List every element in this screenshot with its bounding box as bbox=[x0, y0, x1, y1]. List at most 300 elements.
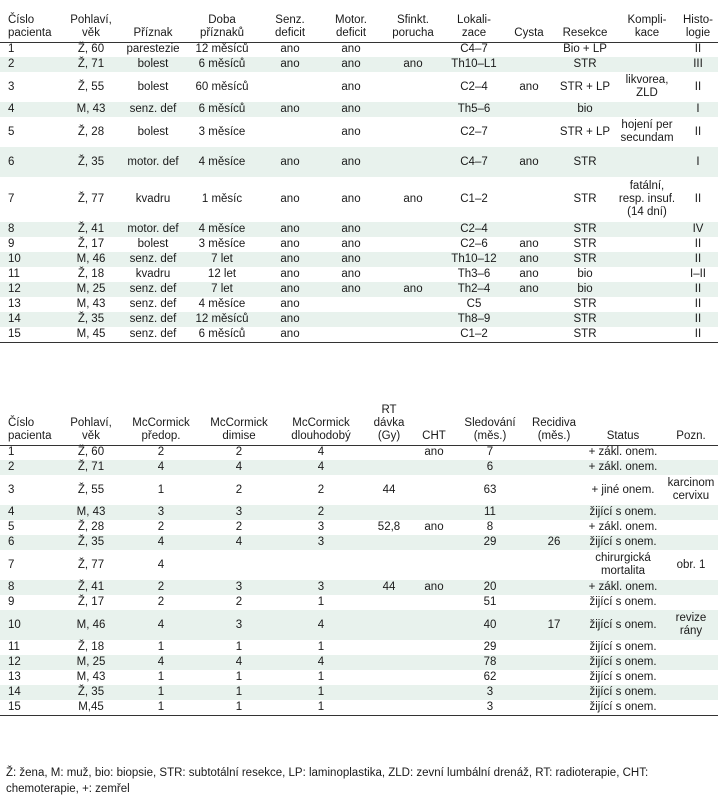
table-row bbox=[0, 327, 718, 342]
table-cell: 4 bbox=[278, 610, 364, 640]
table-cell: karcinom cervixu bbox=[667, 477, 715, 502]
table-cell bbox=[382, 297, 444, 312]
table-cell: M, 25 bbox=[60, 655, 122, 670]
table-cell: Ž, 41 bbox=[60, 222, 122, 237]
table-cell: 2 bbox=[157, 596, 165, 608]
column-header: RT dávka (Gy) bbox=[364, 399, 414, 445]
table-cell: 1 bbox=[157, 483, 165, 496]
table-cell: M,45 bbox=[60, 700, 122, 715]
table-cell: ano bbox=[504, 147, 554, 177]
column-header: Kompli-kace bbox=[616, 8, 678, 42]
table-cell: bolest bbox=[137, 80, 169, 93]
table-cell: Ž, 55 bbox=[77, 80, 105, 93]
table-cell bbox=[414, 505, 454, 520]
table-cell: ano bbox=[260, 312, 320, 327]
table-cell: ano bbox=[519, 80, 539, 93]
table-cell: 7 bbox=[486, 446, 494, 459]
table-cell: 5 bbox=[8, 521, 15, 533]
table-cell: senz. def bbox=[122, 282, 184, 297]
table-cell: 3 bbox=[8, 483, 15, 496]
table-cell: 2 bbox=[278, 505, 364, 520]
table-cell bbox=[664, 595, 718, 610]
column-header: McCormick předop. bbox=[122, 399, 200, 445]
table-row bbox=[0, 177, 718, 222]
table-cell bbox=[504, 312, 554, 327]
table-row bbox=[0, 685, 718, 700]
table-cell bbox=[320, 297, 382, 312]
table-cell bbox=[504, 297, 554, 312]
table-row bbox=[0, 42, 718, 57]
table-cell: Ž, 55 bbox=[77, 483, 105, 496]
table-cell bbox=[320, 312, 382, 327]
table-cell: C2–7 bbox=[460, 125, 488, 138]
table-cell: 1 bbox=[157, 641, 165, 653]
table-cell: STR + LP bbox=[559, 125, 611, 138]
table-cell bbox=[664, 655, 718, 670]
table-cell bbox=[664, 505, 718, 520]
table-cell bbox=[664, 580, 718, 595]
table-cell: Ž, 35 bbox=[60, 147, 122, 177]
table1-header-row bbox=[0, 8, 718, 42]
table-cell bbox=[616, 312, 678, 327]
table-cell bbox=[364, 460, 414, 475]
table-cell: ano bbox=[341, 193, 361, 205]
table-cell bbox=[278, 550, 364, 580]
table-cell bbox=[364, 655, 414, 670]
column-header: CHT bbox=[414, 399, 454, 445]
table-cell: ano bbox=[280, 193, 300, 205]
table-cell bbox=[526, 475, 582, 505]
table-cell: bio bbox=[554, 102, 616, 117]
table-cell: II bbox=[694, 125, 702, 138]
table-cell: 7 bbox=[8, 193, 15, 205]
table-cell: IV bbox=[678, 222, 718, 237]
table-cell: žijící s onem. bbox=[582, 505, 664, 520]
table-cell: 7 let bbox=[184, 282, 260, 297]
table-cell: ano bbox=[341, 125, 361, 138]
table-cell: 4 bbox=[157, 558, 165, 571]
table-cell: 63 bbox=[483, 483, 497, 496]
table-cell bbox=[526, 580, 582, 595]
table-cell: 44 bbox=[364, 580, 414, 595]
table-cell: ano bbox=[341, 238, 361, 250]
table-cell: ano bbox=[260, 252, 320, 267]
table-row bbox=[0, 595, 718, 610]
table-row bbox=[0, 57, 718, 72]
table-cell: ano bbox=[260, 222, 320, 237]
table-cell: revize rány bbox=[664, 610, 718, 640]
table-cell bbox=[364, 685, 414, 700]
table-cell bbox=[616, 267, 678, 282]
table-cell: 12 měsíců bbox=[184, 312, 260, 327]
table-cell bbox=[664, 685, 718, 700]
table-cell bbox=[414, 550, 454, 580]
table-cell: M, 46 bbox=[60, 610, 122, 640]
table-row bbox=[0, 282, 718, 297]
column-header: Pohlaví, věk bbox=[60, 399, 122, 445]
table-cell: STR bbox=[554, 147, 616, 177]
table-cell: ano bbox=[280, 298, 300, 310]
table-cell bbox=[382, 72, 444, 102]
table-cell: 78 bbox=[454, 655, 526, 670]
table-cell: bolest bbox=[122, 57, 184, 72]
table-cell: Ž, 18 bbox=[77, 641, 105, 653]
table-cell: ano bbox=[320, 252, 382, 267]
table-cell: ano bbox=[280, 268, 300, 280]
table-row bbox=[0, 312, 718, 327]
table-cell: Ž, 35 bbox=[60, 312, 122, 327]
table-cell: II bbox=[678, 252, 718, 267]
table-cell bbox=[364, 505, 414, 520]
table-cell: 1 bbox=[317, 641, 325, 653]
table-cell: 11 bbox=[8, 641, 20, 653]
table-cell: ano bbox=[519, 238, 539, 250]
table-cell: ano bbox=[320, 282, 382, 297]
table-cell: bio bbox=[554, 282, 616, 297]
table-cell: ano bbox=[341, 268, 361, 280]
table-cell: II bbox=[694, 80, 702, 93]
table-cell: ano bbox=[260, 282, 320, 297]
table-cell: C2–6 bbox=[460, 238, 488, 250]
table-cell: 4 bbox=[200, 535, 278, 550]
table-row bbox=[0, 700, 718, 715]
table-cell bbox=[382, 147, 444, 177]
table-cell bbox=[382, 42, 444, 57]
table-row bbox=[0, 655, 718, 670]
table-cell: III bbox=[678, 57, 718, 72]
table-cell: 3 bbox=[200, 580, 278, 595]
table-cell: 60 měsíců bbox=[195, 80, 249, 93]
table-cell: 15 bbox=[0, 700, 60, 715]
table-cell bbox=[364, 670, 414, 685]
table-cell: 3 bbox=[278, 535, 364, 550]
table-cell bbox=[526, 595, 582, 610]
table-cell: 1 bbox=[157, 671, 165, 683]
table-cell: 3 měsíce bbox=[198, 125, 246, 138]
table-cell: ano bbox=[320, 102, 382, 117]
table-cell: 3 bbox=[8, 80, 15, 93]
table-cell: ano bbox=[519, 268, 539, 280]
table-cell: ano bbox=[260, 327, 320, 342]
table-cell: ano bbox=[320, 147, 382, 177]
table-cell bbox=[414, 475, 454, 505]
table-cell: 4 měsíce bbox=[184, 222, 260, 237]
table-cell: ano bbox=[260, 57, 320, 72]
table-cell: 4 bbox=[122, 610, 200, 640]
column-header: Cysta bbox=[504, 8, 554, 42]
table-cell: 1 bbox=[278, 700, 364, 715]
table-cell: 3 měsíce bbox=[198, 238, 246, 250]
table-cell: 4 bbox=[278, 460, 364, 475]
table-cell: M, 43 bbox=[60, 505, 122, 520]
table-cell: 3 bbox=[122, 505, 200, 520]
table-row bbox=[0, 72, 718, 102]
table-cell: ano bbox=[424, 521, 444, 533]
table-cell: 1 bbox=[200, 700, 278, 715]
table-cell bbox=[382, 237, 444, 252]
table-cell: 2 bbox=[157, 446, 165, 459]
table-cell bbox=[526, 445, 582, 460]
table-cell: + zákl. onem. bbox=[588, 521, 658, 533]
table-cell bbox=[364, 640, 414, 655]
table-cell bbox=[616, 237, 678, 252]
table-cell bbox=[664, 670, 718, 685]
table-row bbox=[0, 505, 718, 520]
table-cell: Ž, 71 bbox=[60, 57, 122, 72]
table-cell bbox=[526, 670, 582, 685]
column-header: Resekce bbox=[554, 8, 616, 42]
table-cell: STR bbox=[573, 193, 597, 205]
column-header: Motor. deficit bbox=[320, 8, 382, 42]
table-cell bbox=[504, 57, 554, 72]
table-cell: Th3–6 bbox=[457, 268, 491, 280]
table-cell bbox=[526, 640, 582, 655]
table-cell: STR bbox=[554, 222, 616, 237]
table-cell: 1 bbox=[200, 685, 278, 700]
table-cell: 51 bbox=[483, 596, 497, 608]
table-cell bbox=[664, 640, 718, 655]
column-header: Pohlaví, věk bbox=[60, 8, 122, 42]
table-cell: M, 45 bbox=[60, 327, 122, 342]
table-cell: + jiné onem. bbox=[591, 483, 655, 496]
table-cell: II bbox=[694, 238, 702, 250]
table-cell: 5 bbox=[8, 125, 15, 138]
table-cell: motor. def bbox=[122, 222, 184, 237]
table-cell bbox=[616, 222, 678, 237]
table-cell: 11 bbox=[8, 268, 20, 280]
table-cell bbox=[260, 117, 320, 147]
table-cell bbox=[382, 222, 444, 237]
table-cell: STR bbox=[573, 298, 597, 310]
table-cell bbox=[414, 700, 454, 715]
table-cell: 12 měsíců bbox=[195, 43, 249, 56]
table-cell: 2 bbox=[235, 521, 243, 533]
table-cell: I bbox=[678, 102, 718, 117]
table-cell bbox=[664, 460, 718, 475]
table-cell: 6 bbox=[0, 147, 60, 177]
table-cell: C2–4 bbox=[460, 80, 488, 93]
table-row bbox=[0, 297, 718, 312]
table-cell: Ž, 17 bbox=[77, 596, 105, 608]
table-cell: Ž, 35 bbox=[60, 535, 122, 550]
table-cell: 14 bbox=[0, 312, 60, 327]
table-cell bbox=[260, 72, 320, 102]
table-cell: STR bbox=[554, 57, 616, 72]
table-cell: 52,8 bbox=[377, 521, 401, 533]
table-cell: 29 bbox=[483, 641, 497, 653]
table-cell: 6 bbox=[0, 535, 60, 550]
column-header: McCormick dlouhodobý bbox=[278, 399, 364, 445]
table-row bbox=[0, 222, 718, 237]
table-cell: hojení per secundam bbox=[620, 119, 674, 144]
table-cell: 29 bbox=[454, 535, 526, 550]
table-cell: II bbox=[694, 298, 702, 310]
table-cell: 15 bbox=[0, 327, 60, 342]
table-cell: Ž, 41 bbox=[60, 580, 122, 595]
column-header: Příznak bbox=[122, 8, 184, 42]
column-header: Doba příznaků bbox=[184, 8, 260, 42]
table-outcomes bbox=[0, 399, 718, 716]
table-cell: 1 bbox=[235, 641, 243, 653]
table-cell: fatální, resp. insuf. (14 dní) bbox=[618, 180, 676, 218]
table-cell bbox=[616, 147, 678, 177]
table-cell: M, 43 bbox=[76, 671, 106, 683]
table-cell: bolest bbox=[137, 238, 169, 250]
table-cell: ano bbox=[341, 43, 361, 56]
table-cell bbox=[364, 550, 414, 580]
table-cell: kvadru bbox=[135, 193, 171, 205]
table-cell bbox=[414, 535, 454, 550]
table-cell bbox=[414, 670, 454, 685]
table-row bbox=[0, 237, 718, 252]
table-cell: 3 bbox=[317, 521, 325, 533]
table-row bbox=[0, 445, 718, 460]
table-row bbox=[0, 117, 718, 147]
table-cell: ano bbox=[504, 252, 554, 267]
table-cell: 2 bbox=[235, 483, 243, 496]
table-cell: 2 bbox=[122, 580, 200, 595]
table-cell: II bbox=[694, 43, 702, 56]
table-cell bbox=[504, 177, 554, 222]
table-cell: žijící s onem. bbox=[582, 685, 664, 700]
table-cell bbox=[526, 700, 582, 715]
table-cell: Ž, 35 bbox=[60, 685, 122, 700]
table-cell bbox=[504, 42, 554, 57]
table-cell: žijící s onem. bbox=[582, 535, 664, 550]
column-header: Sfinkt. porucha bbox=[382, 8, 444, 42]
table-cell bbox=[526, 520, 582, 535]
table-row bbox=[0, 252, 718, 267]
table-cell: 1 bbox=[122, 700, 200, 715]
table-row bbox=[0, 670, 718, 685]
table-cell: II bbox=[678, 327, 718, 342]
table-cell: II bbox=[678, 312, 718, 327]
table-cell: M, 43 bbox=[60, 102, 122, 117]
table-cell: Ž, 60 bbox=[77, 43, 105, 56]
table-cell bbox=[382, 252, 444, 267]
table-cell bbox=[616, 57, 678, 72]
table-cell: I bbox=[678, 147, 718, 177]
table-cell: 3 bbox=[454, 700, 526, 715]
table-cell: ano bbox=[320, 222, 382, 237]
table-cell: Bio + LP bbox=[563, 43, 607, 56]
column-header: Číslo pacienta bbox=[0, 399, 60, 445]
table-row bbox=[0, 147, 718, 177]
table-cell: 62 bbox=[483, 671, 497, 683]
table-cell bbox=[526, 460, 582, 475]
table-cell bbox=[526, 685, 582, 700]
table-cell: ano bbox=[260, 147, 320, 177]
table-cell bbox=[616, 297, 678, 312]
table-cell bbox=[200, 550, 278, 580]
table-cell: 2 bbox=[235, 446, 243, 459]
table-cell: 4 bbox=[0, 505, 60, 520]
table-cell: 3 bbox=[200, 505, 278, 520]
table-cell: 4 měsíce bbox=[198, 298, 246, 310]
table-cell: 2 bbox=[157, 521, 165, 533]
table-row bbox=[0, 640, 718, 655]
table-cell bbox=[382, 267, 444, 282]
table-cell: ano bbox=[280, 238, 300, 250]
table-cell: C4–7 bbox=[444, 147, 504, 177]
table-cell: M, 25 bbox=[60, 282, 122, 297]
table-cell bbox=[664, 520, 718, 535]
table-cell bbox=[526, 655, 582, 670]
table-row bbox=[0, 267, 718, 282]
table-cell bbox=[664, 700, 718, 715]
table-cell bbox=[364, 595, 414, 610]
table-row bbox=[0, 460, 718, 475]
table-cell bbox=[616, 102, 678, 117]
table-cell: C2–4 bbox=[444, 222, 504, 237]
table-cell: Th5–6 bbox=[444, 102, 504, 117]
table-cell: 12 bbox=[0, 282, 60, 297]
table-cell: žijící s onem. bbox=[589, 671, 657, 683]
table-cell: Ž, 18 bbox=[77, 268, 105, 280]
table-cell: Ž, 17 bbox=[77, 238, 105, 250]
table-cell: 17 bbox=[526, 610, 582, 640]
table-cell bbox=[504, 222, 554, 237]
table-cell: 1 bbox=[278, 685, 364, 700]
table-cell bbox=[504, 102, 554, 117]
table-cell bbox=[320, 327, 382, 342]
table-cell: bolest bbox=[137, 125, 169, 138]
table-cell: 2 bbox=[0, 57, 60, 72]
table-cell: chirurgická mortalita bbox=[595, 552, 651, 577]
table-row bbox=[0, 610, 718, 640]
table-cell: 8 bbox=[0, 222, 60, 237]
table-cell: 7 let bbox=[184, 252, 260, 267]
table-cell: 6 měsíců bbox=[184, 102, 260, 117]
table-cell: žijící s onem. bbox=[582, 610, 664, 640]
table-cell: 1 bbox=[317, 671, 325, 683]
table-cell: M, 46 bbox=[60, 252, 122, 267]
table-cell: 7 bbox=[8, 558, 15, 571]
table-cell: C4–7 bbox=[460, 43, 488, 56]
table-cell: Th2–4 bbox=[444, 282, 504, 297]
table-cell: 2 bbox=[0, 460, 60, 475]
table-cell: 8 bbox=[0, 580, 60, 595]
table-cell bbox=[414, 640, 454, 655]
table-cell: 40 bbox=[454, 610, 526, 640]
table-cell: STR bbox=[554, 252, 616, 267]
table-cell bbox=[414, 685, 454, 700]
table-row bbox=[0, 535, 718, 550]
table-cell: ano bbox=[320, 57, 382, 72]
table-cell bbox=[382, 117, 444, 147]
table-cell: žijící s onem. bbox=[582, 655, 664, 670]
table-cell: STR bbox=[554, 312, 616, 327]
table-cell: kvadru bbox=[135, 268, 171, 280]
table-cell: 6 měsíců bbox=[184, 327, 260, 342]
table-cell: Ž, 77 bbox=[77, 558, 105, 571]
table-cell: ano bbox=[504, 282, 554, 297]
table-cell: + zákl. onem. bbox=[588, 446, 658, 459]
table-cell: ano bbox=[403, 193, 423, 205]
table-cell: Ž, 28 bbox=[77, 521, 105, 533]
table-cell: 2 bbox=[235, 596, 243, 608]
table-cell: 14 bbox=[0, 685, 60, 700]
table-row bbox=[0, 520, 718, 535]
table-cell: Ž, 77 bbox=[77, 193, 105, 205]
table-cell: Ž, 71 bbox=[60, 460, 122, 475]
table-cell: STR + LP bbox=[559, 80, 611, 93]
table-cell: II bbox=[678, 282, 718, 297]
table-cell: ano bbox=[260, 102, 320, 117]
table-cell: + zákl. onem. bbox=[582, 580, 664, 595]
table-cell: 1 bbox=[235, 671, 243, 683]
table-cell bbox=[382, 312, 444, 327]
